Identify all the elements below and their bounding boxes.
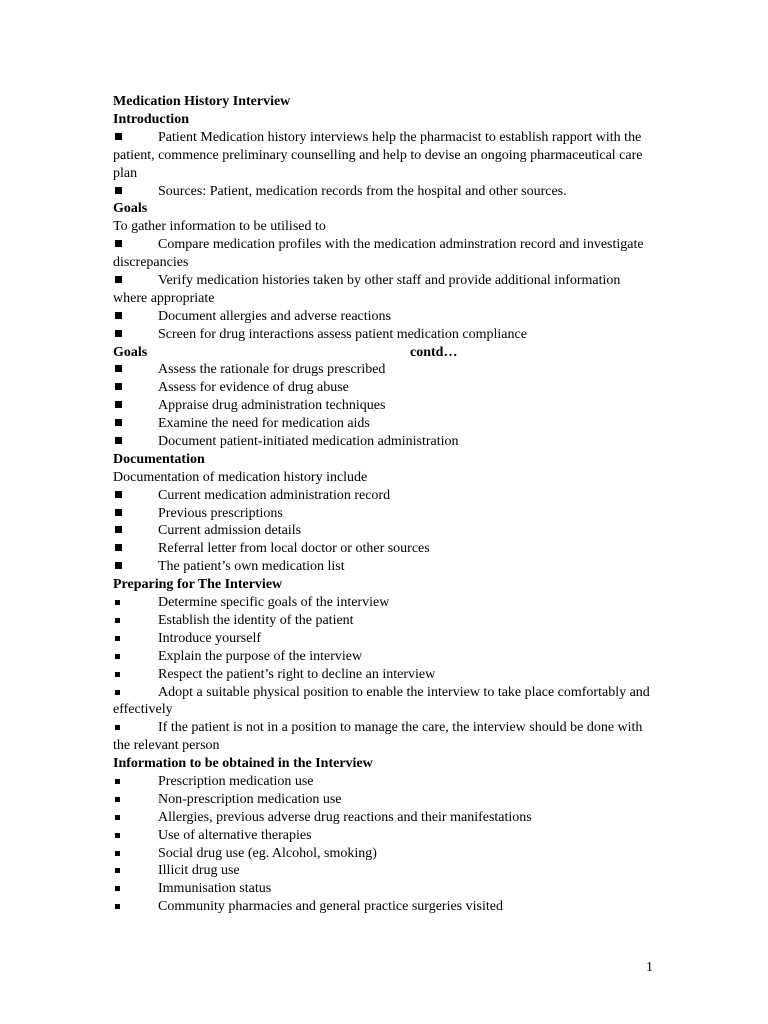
bullet-icon: [115, 904, 120, 909]
list-item: Referral letter from local doctor or other sources: [113, 540, 658, 558]
list-item: Use of alternative therapies: [113, 827, 658, 845]
list-item: Illicit drug use: [113, 862, 658, 880]
list-item: Verify medication histories taken by other staff and provide additional information where appropriate: [113, 272, 621, 306]
bullet-icon: [115, 886, 120, 891]
bullet-icon: [115, 419, 122, 426]
preparing-heading: Preparing for The Interview: [113, 577, 283, 593]
information-heading: Information to be obtained in the Interview: [113, 756, 373, 772]
list-item: Document patient-initiated medication administration: [113, 433, 658, 451]
list-item: Non-prescription medication use: [113, 791, 658, 809]
list-item: Explain the purpose of the interview: [113, 648, 658, 666]
documentation-lead: Documentation of medication history include: [113, 469, 368, 485]
bullet-icon: [115, 491, 122, 498]
goals-heading: Goals: [113, 201, 148, 217]
list-item: Allergies, previous adverse drug reactions and their manifestations: [113, 809, 658, 827]
document-title: Medication History Interview: [113, 94, 291, 109]
bullet-icon: [115, 797, 120, 802]
bullet-icon: [115, 725, 120, 730]
bullet-icon: [115, 618, 120, 623]
list-item: Current admission details: [113, 522, 658, 540]
bullet-icon: [115, 365, 122, 372]
bullet-icon: [115, 815, 120, 820]
bullet-icon: [115, 562, 122, 569]
documentation-heading: Documentation: [113, 451, 205, 467]
page-number: 1: [646, 960, 653, 975]
bullet-icon: [115, 833, 120, 838]
introduction-heading: Introduction: [113, 111, 189, 127]
bullet-icon: [115, 690, 120, 695]
list-item: Assess the rationale for drugs prescribed: [113, 361, 658, 379]
list-item: Respect the patient’s right to decline an interview: [113, 666, 658, 684]
list-item: Examine the need for medication aids: [113, 415, 658, 433]
bullet-icon: [115, 868, 120, 873]
bullet-icon: [115, 133, 122, 140]
bullet-icon: [115, 654, 120, 659]
bullet-icon: [115, 672, 120, 677]
list-item: Previous prescriptions: [113, 505, 658, 523]
list-item: Community pharmacies and general practice surgeries visited: [113, 898, 658, 916]
bullet-icon: [115, 383, 122, 390]
bullet-icon: [115, 526, 122, 533]
list-item: Establish the identity of the patient: [113, 612, 658, 630]
goals-contd-heading: Goals contd…: [113, 344, 458, 360]
goals-lead: To gather information to be utilised to: [113, 219, 326, 235]
list-item: The patient’s own medication list: [113, 558, 658, 576]
list-item: Introduce yourself: [113, 630, 658, 648]
bullet-icon: [115, 330, 122, 337]
list-item: Adopt a suitable physical position to enable the interview to take place comfortably and effectively: [113, 684, 650, 718]
list-item: Sources: Patient, medication records from the hospital and other sources.: [113, 183, 658, 201]
list-item: If the patient is not in a position to manage the care, the interview should be done with the relevant person: [113, 720, 643, 754]
bullet-icon: [115, 851, 120, 856]
list-item: Social drug use (eg. Alcohol, smoking): [113, 845, 658, 863]
bullet-icon: [115, 779, 120, 784]
bullet-icon: [115, 240, 122, 247]
bullet-icon: [115, 636, 120, 641]
list-item: Current medication administration record: [113, 487, 658, 505]
list-item: Screen for drug interactions assess patient medication compliance: [113, 326, 658, 344]
bullet-icon: [115, 187, 122, 194]
bullet-icon: [115, 509, 122, 516]
list-item: Patient Medication history interviews help the pharmacist to establish rapport with the patient, commence preliminary counselling and help to devise an ongoing pharmaceutical care plan: [113, 129, 643, 181]
list-item: Assess for evidence of drug abuse: [113, 379, 658, 397]
list-item: Appraise drug administration techniques: [113, 397, 658, 415]
list-item: Prescription medication use: [113, 773, 658, 791]
bullet-icon: [115, 276, 122, 283]
contd-label: contd…: [410, 344, 458, 360]
bullet-icon: [115, 600, 120, 605]
list-item: Compare medication profiles with the medication adminstration record and investigate discrepancies: [113, 237, 644, 271]
list-item: Document allergies and adverse reactions: [113, 308, 658, 326]
bullet-icon: [115, 544, 122, 551]
bullet-icon: [115, 401, 122, 408]
bullet-icon: [115, 312, 122, 319]
document-body: [113, 93, 658, 916]
bullet-icon: [115, 437, 122, 444]
list-item: Determine specific goals of the interview: [113, 594, 658, 612]
list-item: Immunisation status: [113, 880, 658, 898]
